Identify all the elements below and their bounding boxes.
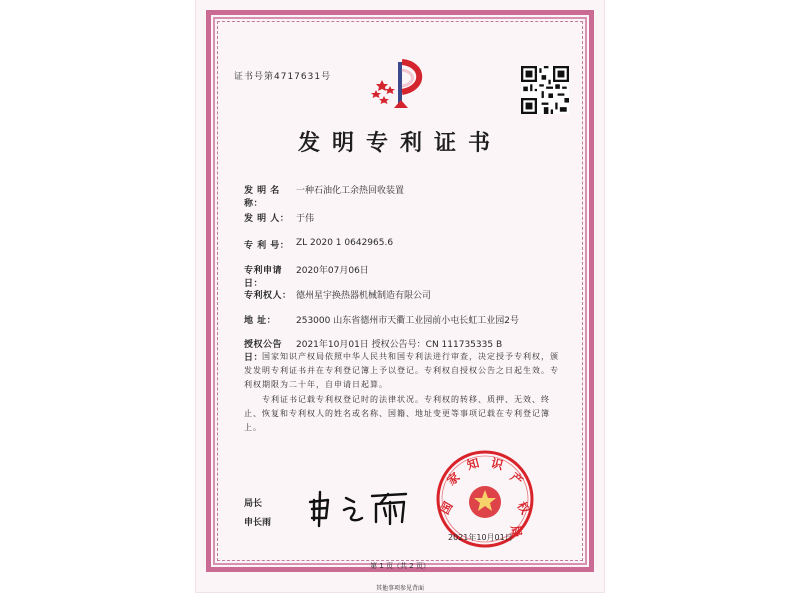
svg-text:国: 国 bbox=[437, 499, 456, 517]
svg-text:知: 知 bbox=[465, 455, 481, 473]
certificate-title: 发明专利证书 bbox=[297, 130, 502, 156]
field-label: 地 址： bbox=[244, 316, 277, 326]
qr-code-icon bbox=[521, 66, 569, 114]
grant-statement: 国家知识产权局依照中华人民共和国专利法进行审查，决定授予专利权，颁发发明专利证书并在专利登记簿上予以登记。专利权自授权公告之日起生效。专利权期限为二十年，自申请日起算。 bbox=[244, 352, 559, 389]
chief-name: 申长雨 bbox=[244, 518, 272, 528]
certificate-number: 证书号第4717631号 bbox=[234, 72, 332, 82]
field-value: 一种石油化工余热回收装置 bbox=[296, 186, 405, 196]
field-value: 2020年07月06日 bbox=[296, 266, 369, 276]
field-address bbox=[244, 313, 519, 326]
chief-title: 局长 bbox=[244, 499, 263, 509]
svg-text:家: 家 bbox=[444, 469, 463, 489]
field-value: 德州星宇换热器机械制造有限公司 bbox=[296, 291, 432, 301]
legal-status-statement: 专利证书记载专利权登记时的法律状况。专利权的转移、质押、无效、终止、恢复和专利权人的姓名或名称、国籍、地址变更等事项记载在专利登记簿上。 bbox=[244, 395, 550, 432]
seal-date: 2021年10月01日 bbox=[448, 533, 513, 542]
certificate-document bbox=[196, 0, 604, 592]
cnipa-logo-icon bbox=[368, 58, 430, 114]
field-value: 于伟 bbox=[296, 214, 315, 224]
field-value: 253000 山东省德州市天衢工业园前小屯长虹工业园2号 bbox=[296, 316, 519, 326]
field-label: 专利申请日： bbox=[244, 266, 283, 289]
svg-text:识: 识 bbox=[489, 455, 505, 473]
field-filing-date bbox=[244, 263, 369, 289]
svg-text:产: 产 bbox=[507, 469, 526, 489]
signature-image bbox=[306, 488, 416, 528]
svg-text:权: 权 bbox=[514, 499, 533, 517]
footer-note: 其他事项参见背面 bbox=[375, 585, 424, 592]
field-label: 发 明 人： bbox=[244, 214, 290, 224]
field-label: 专 利 号： bbox=[244, 241, 290, 251]
field-label: 授权公告日： bbox=[244, 340, 283, 363]
field-value: 2021年10月01日 授权公告号：CN 111735335 B bbox=[296, 340, 503, 350]
page-number: 第 1 页（共 2 页） bbox=[370, 562, 430, 570]
field-label: 发 明 名 称： bbox=[244, 186, 280, 209]
field-patent-number bbox=[244, 238, 393, 251]
field-inventor bbox=[244, 211, 314, 224]
field-label: 专利权人： bbox=[244, 291, 292, 301]
field-invention-name bbox=[244, 183, 404, 209]
field-value: ZL 2020 1 0642965.6 bbox=[296, 238, 394, 248]
field-patentee bbox=[244, 288, 431, 301]
svg-text:局: 局 bbox=[508, 524, 524, 539]
